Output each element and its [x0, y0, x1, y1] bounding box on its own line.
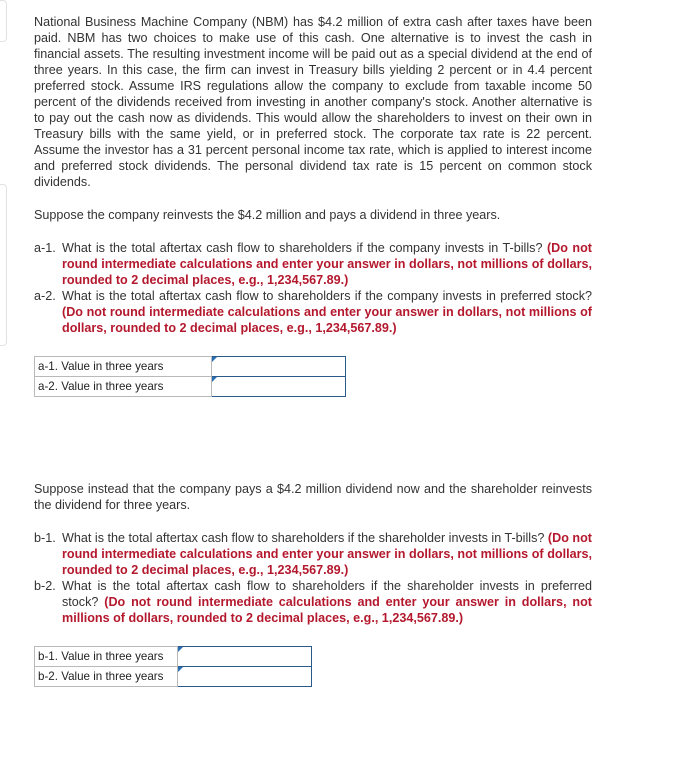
table-row: [35, 667, 312, 687]
input-corner-marker: [178, 647, 183, 652]
question-b1: [34, 530, 592, 578]
question-label: a-1.: [34, 241, 56, 255]
question-a1: [34, 240, 592, 288]
b2-value-input[interactable]: [178, 667, 312, 687]
input-corner-marker: [212, 377, 217, 382]
question-instruction: (Do not round intermediate calculations and enter your answer in dollars, not millions of dollars, rounded to 2 decimal places, e.g., 1,234,567.89.): [62, 531, 593, 577]
input-corner-marker: [178, 667, 183, 672]
question-text: What is the total aftertax cash flow to shareholders if the company invests in T-bills?: [62, 241, 543, 255]
question-label: b-2.: [34, 579, 56, 593]
input-corner-marker: [212, 357, 217, 362]
question-text: What is the total aftertax cash flow to shareholders if the shareholder invests in T-bills?: [62, 531, 545, 545]
part-a-questions: [34, 240, 592, 336]
table-row: [35, 377, 346, 397]
part-b-intro: Suppose instead that the company pays a $4.2 million dividend now and the shareholder reinvests the dividend for three years.: [34, 482, 592, 512]
table-row: [35, 357, 346, 377]
problem-content: [34, 14, 592, 687]
row-label: a-2. Value in three years: [35, 377, 212, 397]
row-label: b-1. Value in three years: [35, 647, 178, 667]
table-row: [35, 647, 312, 667]
part-a-intro: Suppose the company reinvests the $4.2 million and pays a dividend in three years.: [34, 208, 501, 222]
part-b-answer-table: [34, 646, 312, 687]
question-text: What is the total aftertax cash flow to shareholders if the company invests in preferred stock?: [62, 289, 592, 303]
row-label: b-2. Value in three years: [35, 667, 178, 687]
question-text: What is the total aftertax cash flow to shareholders if the shareholder invests in preferred stock?: [62, 579, 592, 609]
problem-intro: National Business Machine Company (NBM) has $4.2 million of extra cash after taxes have been paid. NBM has two choices to make use of this cash. One alternative is to invest the cash in financial assets. The resulting investment income will be paid out as a special dividend at the end of three years. In this case, the firm can invest in Treasury bills yielding 2 percent or in 4.4 percent preferred stock. Assume IRS regulations allow the company to exclude from taxable income 50 percent of the dividends received from investing in another company's stock. Another alternative is to pay out the cash now as dividends. This would allow the shareholders to invest on their own in Treasury bills with the same yield, or in preferred stock. The corporate tax rate is 22 percent. Assume the investor has a 31 percent personal income tax rate, which is applied to interest income and preferred stock dividends. The personal dividend tax rate is 15 percent on common stock dividends.: [34, 15, 592, 189]
question-b2: [34, 578, 592, 626]
question-instruction: (Do not round intermediate calculations and enter your answer in dollars, not millions of dollars, rounded to 2 decimal places, e.g., 1,234,567.89.): [62, 305, 592, 335]
left-edge-tab: [0, 184, 7, 346]
question-instruction: (Do not round intermediate calculations and enter your answer in dollars, not millions of dollars, rounded to 2 decimal places, e.g., 1,234,567.89.): [62, 241, 592, 287]
a2-value-input[interactable]: [212, 377, 346, 397]
question-label: b-1.: [34, 531, 56, 545]
a1-value-input[interactable]: [212, 357, 346, 377]
part-a-answer-table: [34, 356, 346, 397]
question-a2: [34, 288, 592, 336]
question-instruction: (Do not round intermediate calculations and enter your answer in dollars, not millions of dollars, rounded to 2 decimal places, e.g., 1,234,567.89.): [62, 595, 592, 625]
part-b-questions: [34, 530, 592, 626]
left-edge-tab: [0, 0, 7, 42]
question-label: a-2.: [34, 289, 56, 303]
row-label: a-1. Value in three years: [35, 357, 212, 377]
b1-value-input[interactable]: [178, 647, 312, 667]
